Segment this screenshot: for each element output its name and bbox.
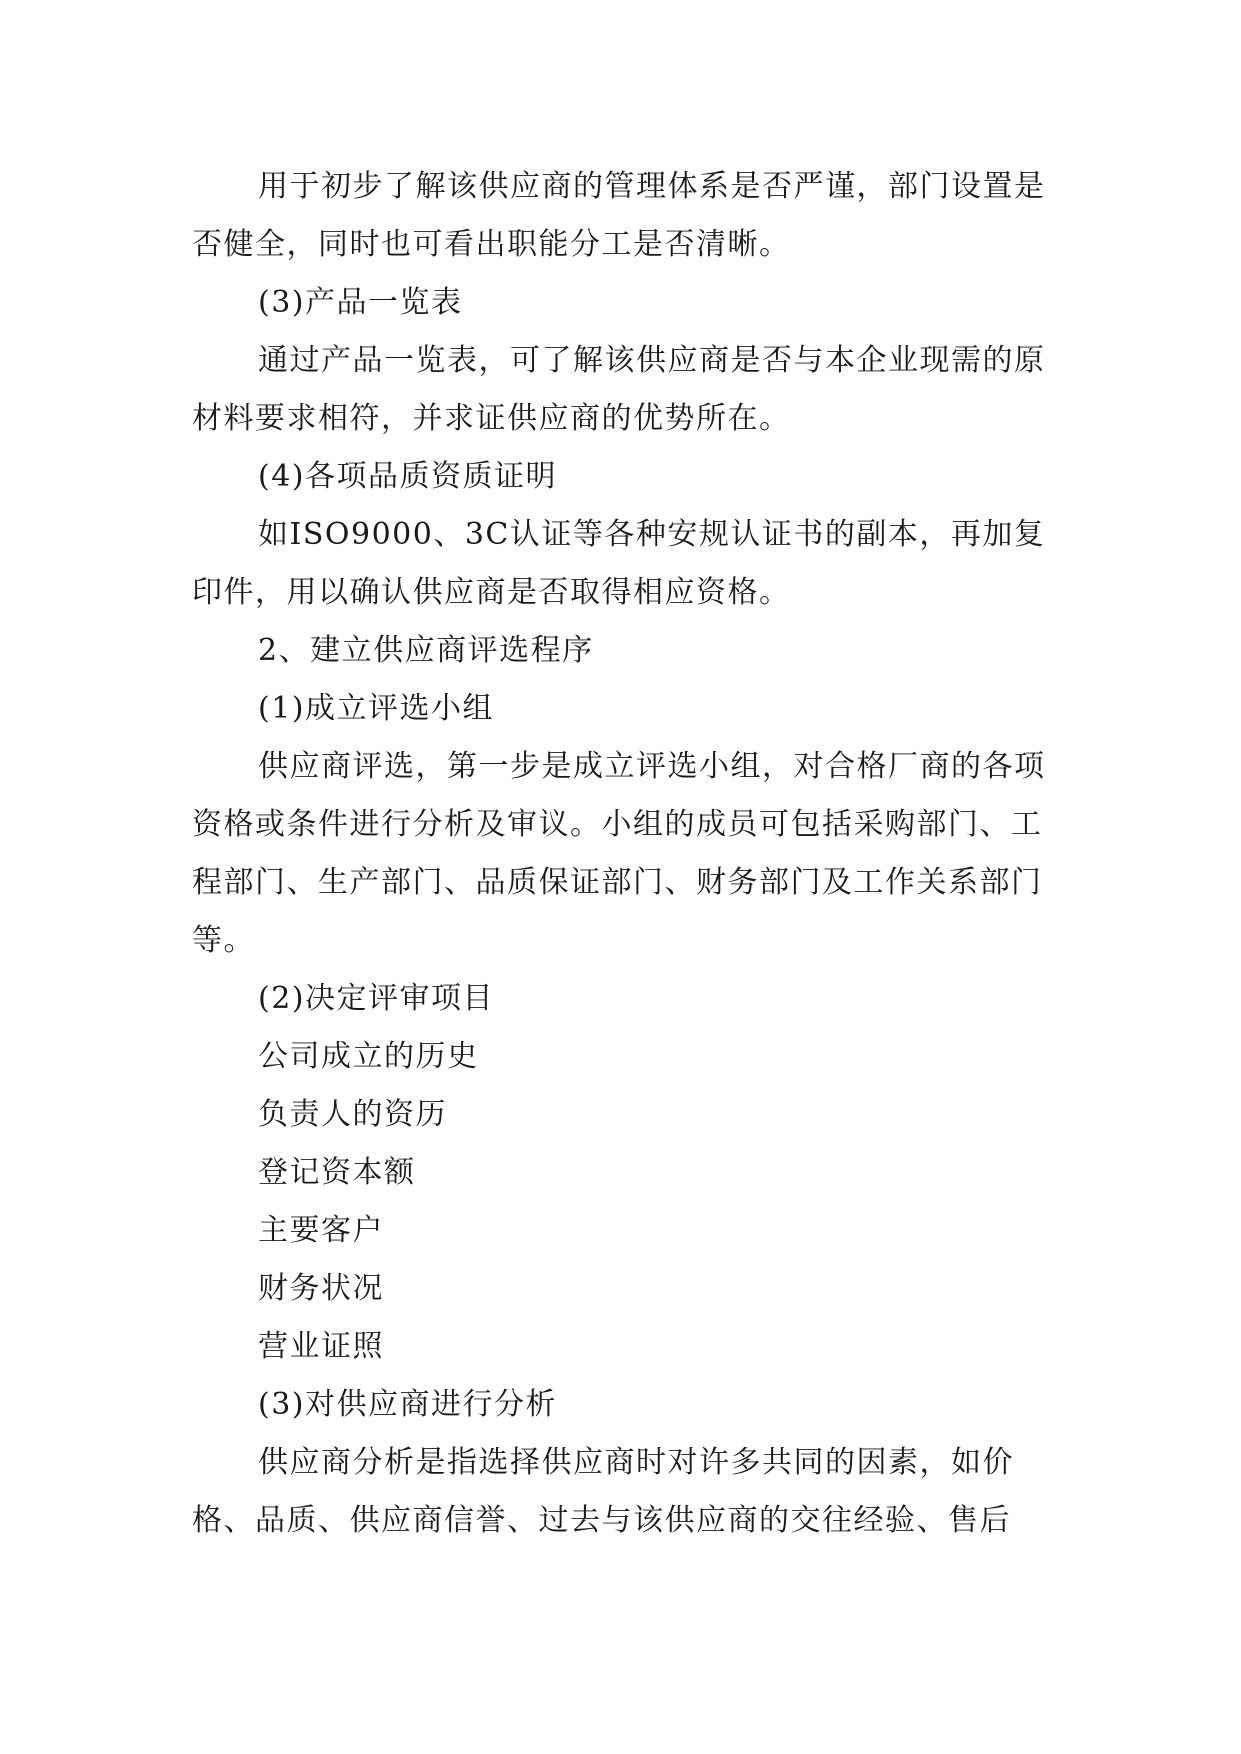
list-item-financial-status: 财务状况	[258, 1271, 384, 1306]
list-item-major-clients: 主要客户	[258, 1213, 384, 1248]
heading-evaluation-procedure: 2、建立供应商评选程序	[258, 633, 594, 668]
paragraph-management-system: 用于初步了解该供应商的管理体系是否严谨，部门设置是否健全，同时也可看出职能分工是否清晰。	[192, 169, 1046, 262]
heading-supplier-analysis: (3)对供应商进行分析	[258, 1387, 557, 1422]
document-body	[192, 158, 1052, 1550]
list-item-manager-credentials: 负责人的资历	[258, 1097, 447, 1132]
heading-product-list: (3)产品一览表	[258, 285, 463, 320]
paragraph-quality-certification: 如ISO9000、3C认证等各种安规认证书的副本，再加复印件，用以确认供应商是否取得相应资格。	[192, 517, 1046, 610]
list-item-registered-capital: 登记资本额	[258, 1155, 416, 1190]
paragraph-supplier-analysis: 供应商分析是指选择供应商时对许多共同的因素，如价格、品质、供应商信誉、过去与该供应商的交往经验、售后	[192, 1445, 1014, 1538]
heading-review-items: (2)决定评审项目	[258, 981, 494, 1016]
paragraph-evaluation-team: 供应商评选，第一步是成立评选小组，对合格厂商的各项资格或条件进行分析及审议。小组的成员可包括采购部门、工程部门、生产部门、品质保证部门、财务部门及工作关系部门等。	[192, 749, 1046, 958]
list-item-business-license: 营业证照	[258, 1329, 384, 1364]
list-item-company-history: 公司成立的历史	[258, 1039, 479, 1074]
heading-quality-certification: (4)各项品质资质证明	[258, 459, 557, 494]
heading-evaluation-team: (1)成立评选小组	[258, 691, 494, 726]
paragraph-product-list: 通过产品一览表，可了解该供应商是否与本企业现需的原材料要求相符，并求证供应商的优势所在。	[192, 343, 1046, 436]
